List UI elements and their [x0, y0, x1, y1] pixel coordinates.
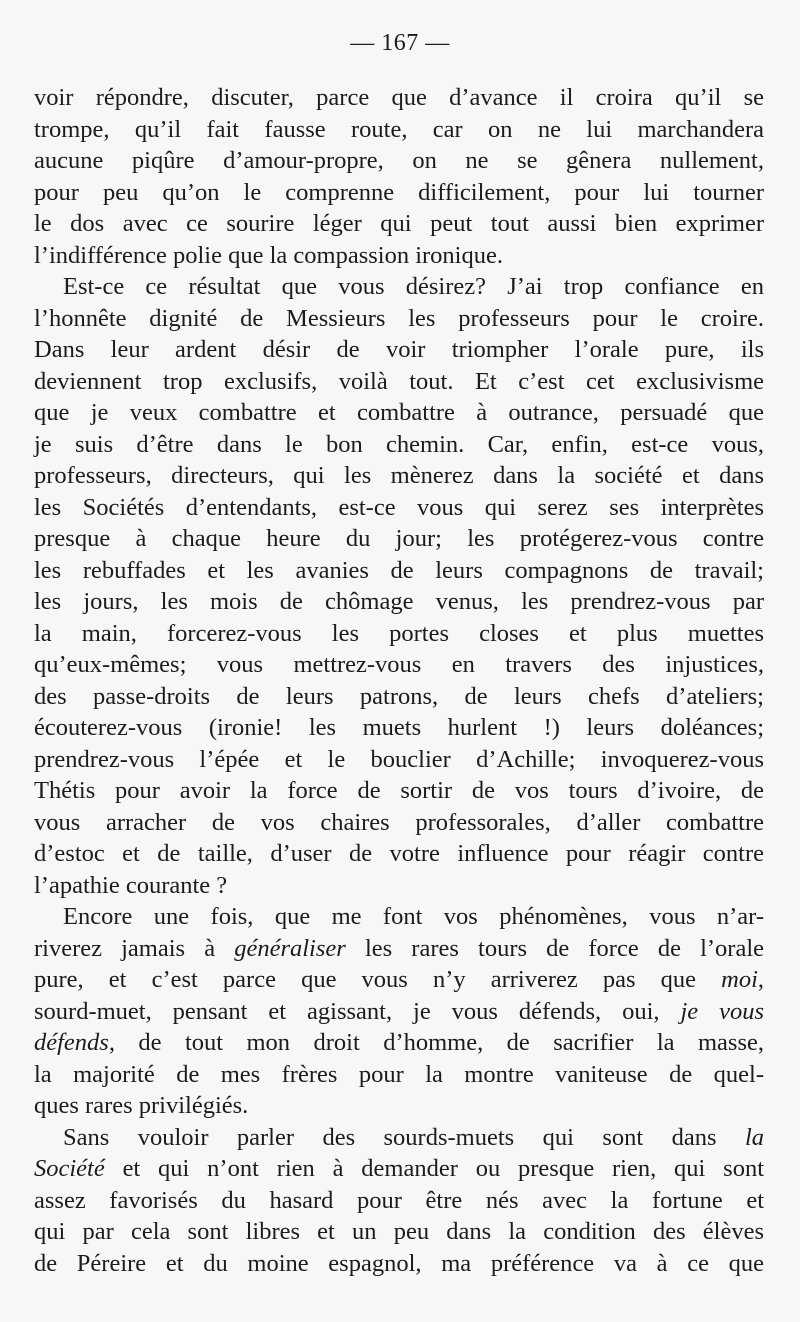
text-segment: des passe-droits de leurs patrons, de leurs chefs d’ateliers; — [34, 682, 764, 710]
text-line — [34, 492, 764, 524]
paragraph-first-line — [34, 1122, 764, 1154]
text-line — [34, 681, 764, 713]
text-segment: , — [757, 966, 764, 993]
text-line — [34, 523, 764, 555]
text-line — [34, 145, 764, 177]
text-segment: d’estoc et de taille, d’user de votre influence pour réagir contre — [34, 840, 764, 867]
text-line — [34, 1090, 764, 1122]
text-segment: ques rares privilégiés. — [34, 1092, 249, 1119]
text-segment: l’honnête dignité de Messieurs les professeurs pour le croire. — [34, 304, 764, 332]
text-segment: presque à chaque heure du jour; les protégerez-vous contre — [34, 525, 764, 552]
text-line — [34, 555, 764, 587]
text-segment: l’apathie courante ? — [34, 871, 228, 899]
text-segment: les jours, les mois de chômage venus, les prendrez-vous par — [34, 588, 764, 615]
text-line — [34, 870, 764, 902]
text-segment: la majorité de mes frères pour la montre vaniteuse de quel- — [34, 1060, 764, 1088]
text-line — [34, 82, 764, 114]
text-line — [34, 712, 764, 744]
text-line — [34, 1027, 764, 1059]
text-segment: Thétis pour avoir la force de sortir de vos tours d’ivoire, de — [34, 777, 764, 804]
paragraph-first-line — [34, 901, 764, 933]
text-line — [34, 744, 764, 776]
text-segment: prendrez-vous l’épée et le bouclier d’Achille; invoquerez-vous — [34, 745, 764, 773]
text-line — [34, 1216, 764, 1248]
paragraph-first-line — [34, 271, 764, 303]
text-line — [34, 177, 764, 209]
text-segment: de Péreire et du moine espagnol, ma préférence va à ce que — [34, 1249, 764, 1277]
text-segment: Est-ce ce résultat que vous désirez? J’ai trop confiance en — [63, 273, 764, 300]
text-segment: de tout mon droit d’homme, de sacrifier la masse, — [114, 1029, 764, 1056]
text-segment: Encore une fois, que me font vos phénomènes, vous n’ar- — [63, 903, 764, 930]
text-line — [34, 334, 764, 366]
text-segment: riverez jamais à — [34, 934, 235, 962]
italic-text: moi — [721, 966, 758, 993]
page-number: — 167 — — [350, 30, 450, 56]
text-line — [34, 366, 764, 398]
text-line — [34, 1059, 764, 1091]
text-segment: assez favorisés du hasard pour être nés avec la fortune et — [34, 1186, 764, 1214]
text-segment: je suis d’être dans le bon chemin. Car, enfin, est-ce vous, — [34, 430, 764, 458]
text-segment: Dans leur ardent désir de voir triompher l’orale pure, ils — [34, 336, 764, 363]
text-segment: Sans vouloir parler des sourds-muets qui sont dans — [63, 1123, 745, 1151]
text-segment: qu’eux-mêmes; vous mettrez-vous en travers des injustices, — [34, 651, 764, 678]
text-line — [34, 586, 764, 618]
text-line — [34, 618, 764, 650]
text-line — [34, 964, 764, 996]
text-segment: pour peu qu’on le comprenne difficilement, pour lui tourner — [34, 178, 764, 206]
text-segment: professeurs, directeurs, qui les mènerez dans la société et dans — [34, 462, 764, 489]
text-line — [34, 996, 764, 1028]
text-segment: vous arracher de vos chaires professorales, d’aller combattre — [34, 808, 764, 836]
italic-text: la — [744, 1123, 764, 1151]
text-line — [34, 114, 764, 146]
text-segment: les rebuffades et les avanies de leurs compagnons de travail; — [34, 556, 764, 584]
italic-text: généraliser — [234, 934, 346, 962]
text-segment: les rares tours de force de l’orale — [345, 934, 765, 962]
text-segment: la main, forcerez-vous les portes closes et plus muettes — [34, 619, 764, 647]
text-line — [34, 429, 764, 461]
text-segment: voir répondre, discuter, parce que d’avance il croira qu’il se — [34, 84, 764, 111]
text-line — [34, 460, 764, 492]
text-line — [34, 1185, 764, 1217]
italic-text: Société — [34, 1155, 105, 1182]
text-line — [34, 807, 764, 839]
text-line — [34, 775, 764, 807]
text-line — [34, 1248, 764, 1280]
text-segment: les Sociétés d’entendants, est-ce vous qui serez ses interprètes — [34, 493, 764, 521]
text-line — [34, 397, 764, 429]
italic-text: je vous — [680, 997, 764, 1025]
text-segment: l’indifférence polie que la compassion ironique. — [34, 241, 503, 269]
text-line — [34, 649, 764, 681]
text-line — [34, 303, 764, 335]
text-segment: deviennent trop exclusifs, voilà tout. Et c’est cet exclusivisme — [34, 367, 764, 395]
text-segment: pure, et c’est parce que vous n’y arriverez pas que — [34, 966, 722, 993]
text-line — [34, 208, 764, 240]
text-line — [34, 240, 764, 272]
text-line — [34, 838, 764, 870]
text-segment: aucune piqûre d’amour-propre, on ne se gênera nullement, — [34, 147, 764, 174]
body-text — [34, 82, 764, 1279]
italic-text: défends, — [34, 1029, 115, 1056]
text-segment: que je veux combattre et combattre à outrance, persuadé que — [34, 399, 764, 426]
text-segment: qui par cela sont libres et un peu dans la condition des élèves — [34, 1218, 764, 1245]
text-line — [34, 933, 764, 965]
text-line — [34, 1153, 764, 1185]
text-segment: sourd-muet, pensant et agissant, je vous défends, oui, — [34, 997, 681, 1025]
text-segment: le dos avec ce sourire léger qui peut tout aussi bien exprimer — [34, 210, 764, 237]
text-segment: et qui n’ont rien à demander ou presque rien, qui sont — [104, 1155, 764, 1182]
text-segment: trompe, qu’il fait fausse route, car on ne lui marchandera — [34, 115, 764, 143]
text-segment: écouterez-vous (ironie! les muets hurlent !) leurs doléances; — [34, 714, 764, 741]
